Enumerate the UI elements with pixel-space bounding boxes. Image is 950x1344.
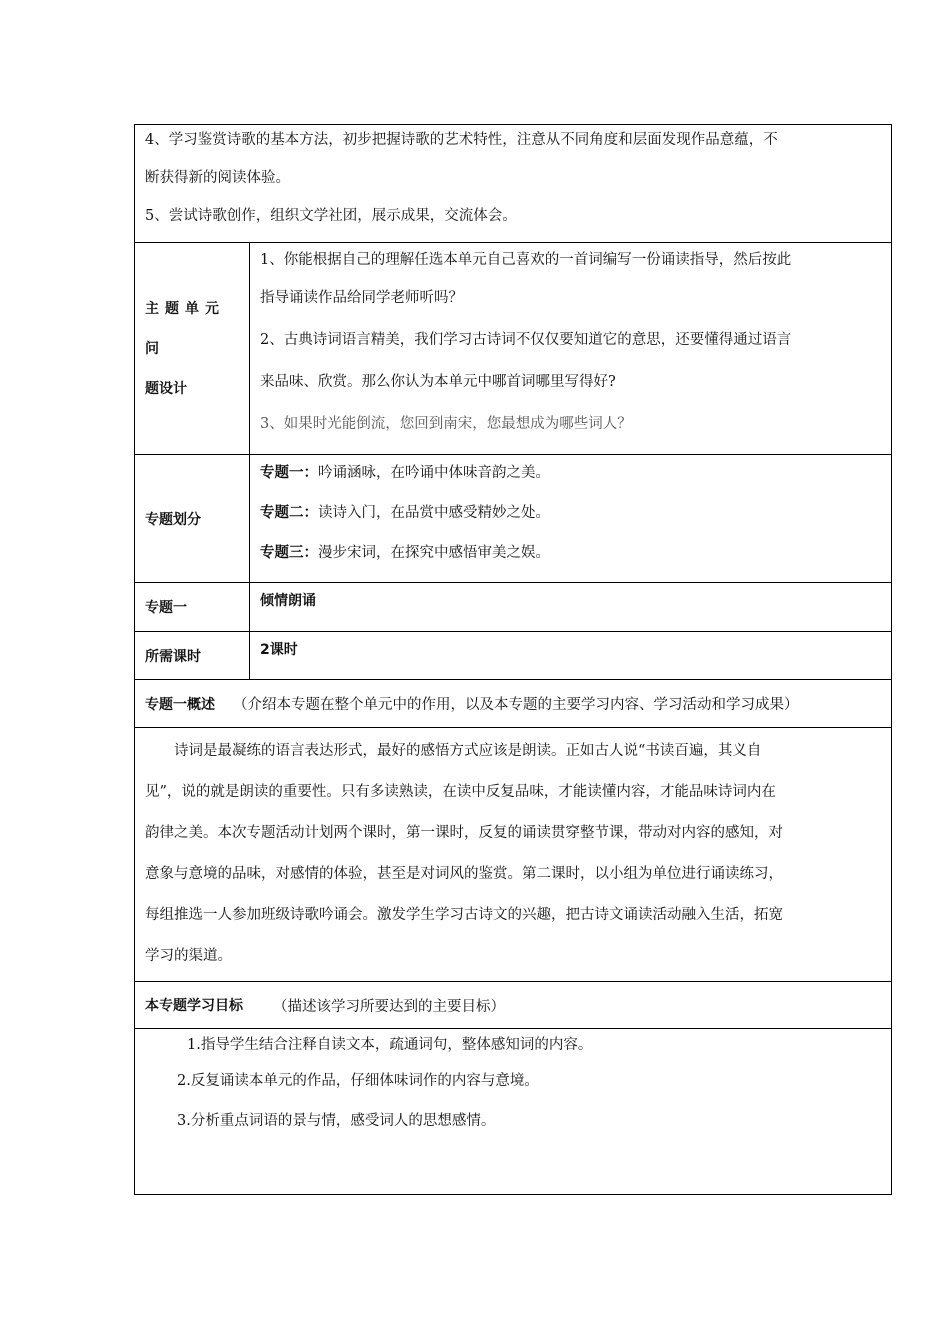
goal-5: 5、尝试诗歌创作，组织文学社团，展示成果，交流体会。: [145, 208, 517, 224]
overview-line-2: 见”，说的就是朗读的重要性。只有多读熟读，在读中反复品味，才能读懂内容，才能品味诗词内在: [145, 784, 776, 800]
topic-item-3: [260, 533, 881, 573]
question-design-label: [135, 243, 250, 454]
overview-body-row: [135, 727, 891, 981]
objectives-header-row: [135, 981, 891, 1028]
hours-value: 2课时: [260, 642, 298, 658]
topic-one-label: 专题一: [135, 583, 250, 631]
goals-cell: [135, 125, 891, 242]
hours-row: [135, 631, 891, 679]
topic-division-content: [250, 455, 891, 582]
overview-line-6: 学习的渠道。: [145, 948, 232, 964]
overview-line-3: 韵律之美。本次专题活动计划两个课时，第一课时，反复的诵读贯穿整节课，带动对内容的感知，对: [145, 825, 783, 841]
objectives-body-row: [135, 1028, 891, 1194]
overview-line-1: 诗词是最凝练的语言表达形式，最好的感悟方式应该是朗读。正如古人说“书读百遍，其义自: [174, 743, 762, 759]
question-design-content: [250, 243, 891, 454]
topic-one-row: [135, 582, 891, 631]
overview-line-4: 意象与意境的品味，对感情的体验，甚至是对词风的鉴赏。第二课时，以小组为单位进行诵读练习，: [145, 866, 783, 882]
objectives-title: 本专题学习目标: [145, 998, 243, 1014]
question-design-label-line2: 题设计: [145, 380, 187, 397]
topic-division-row: [135, 454, 891, 582]
objective-1: 1.指导学生结合注释自读文本，疏通词句，整体感知词的内容。: [187, 1037, 593, 1053]
topic-item-2: [260, 493, 881, 533]
overview-header: [135, 680, 809, 727]
objectives-header: [135, 982, 515, 1028]
question-1-line1: 1、你能根据自己的理解任选本单元自己喜欢的一首词编写一份诵读指导，然后按此: [260, 252, 792, 268]
hours-label: 所需课时: [135, 632, 250, 679]
overview-line-5: 每组推选一人参加班级诗歌吟诵会。激发学生学习古诗文的兴趣，把古诗文诵读活动融入生活，拓宽: [145, 907, 783, 923]
objectives-note: （描述该学习所要达到的主要目标）: [273, 998, 505, 1015]
overview-title: 专题一概述: [145, 696, 215, 713]
goals-row: [135, 124, 891, 242]
topic-item-3-text: 漫步宋词，在探究中感悟审美之娱。: [318, 545, 550, 561]
question-2-line2: 来品味、欣赏。那么你认为本单元中哪首词哪里写得好?: [260, 374, 616, 390]
goal-4-line2: 断获得新的阅读体验。: [145, 170, 290, 186]
topic-item-1-text: 吟诵涵咏，在吟诵中体味音韵之美。: [318, 465, 550, 481]
question-3: 3、如果时光能倒流，您回到南宋，您最想成为哪些词人？: [260, 416, 632, 432]
topic-item-2-head: 专题二：: [260, 505, 318, 521]
objectives-body: [135, 1029, 891, 1194]
topic-division-label: 专题划分: [135, 455, 250, 582]
topic-item-1-head: 专题一：: [260, 465, 318, 481]
question-design-label-line1: 主题单元问: [145, 300, 225, 357]
question-1-line2: 指导诵读作品给同学老师听吗？: [260, 290, 463, 306]
objective-2: 2.反复诵读本单元的作品，仔细体味词作的内容与意境。: [177, 1073, 539, 1089]
topic-item-1: [260, 455, 881, 493]
goal-4-line1: 4、学习鉴赏诗歌的基本方法，初步把握诗歌的艺术特性，注意从不同角度和层面发现作品意蕴，不: [145, 132, 778, 148]
plan-table: [134, 124, 892, 1195]
topic-item-3-head: 专题三：: [260, 545, 318, 561]
overview-note: （介绍本专题在整个单元中的作用，以及本专题的主要学习内容、学习活动和学习成果）: [233, 697, 799, 713]
objective-3: 3.分析重点词语的景与情，感受词人的思想感情。: [177, 1113, 496, 1129]
topic-item-2-text: 读诗入门，在品赏中感受精妙之处。: [318, 505, 550, 521]
topic-one-value: 倾情朗诵: [260, 593, 316, 609]
overview-header-row: [135, 679, 891, 727]
overview-body: [135, 728, 891, 981]
question-2-line1: 2、古典诗词语言精美，我们学习古诗词不仅仅要知道它的意思，还要懂得通过语言: [260, 332, 792, 348]
question-design-row: [135, 242, 891, 454]
